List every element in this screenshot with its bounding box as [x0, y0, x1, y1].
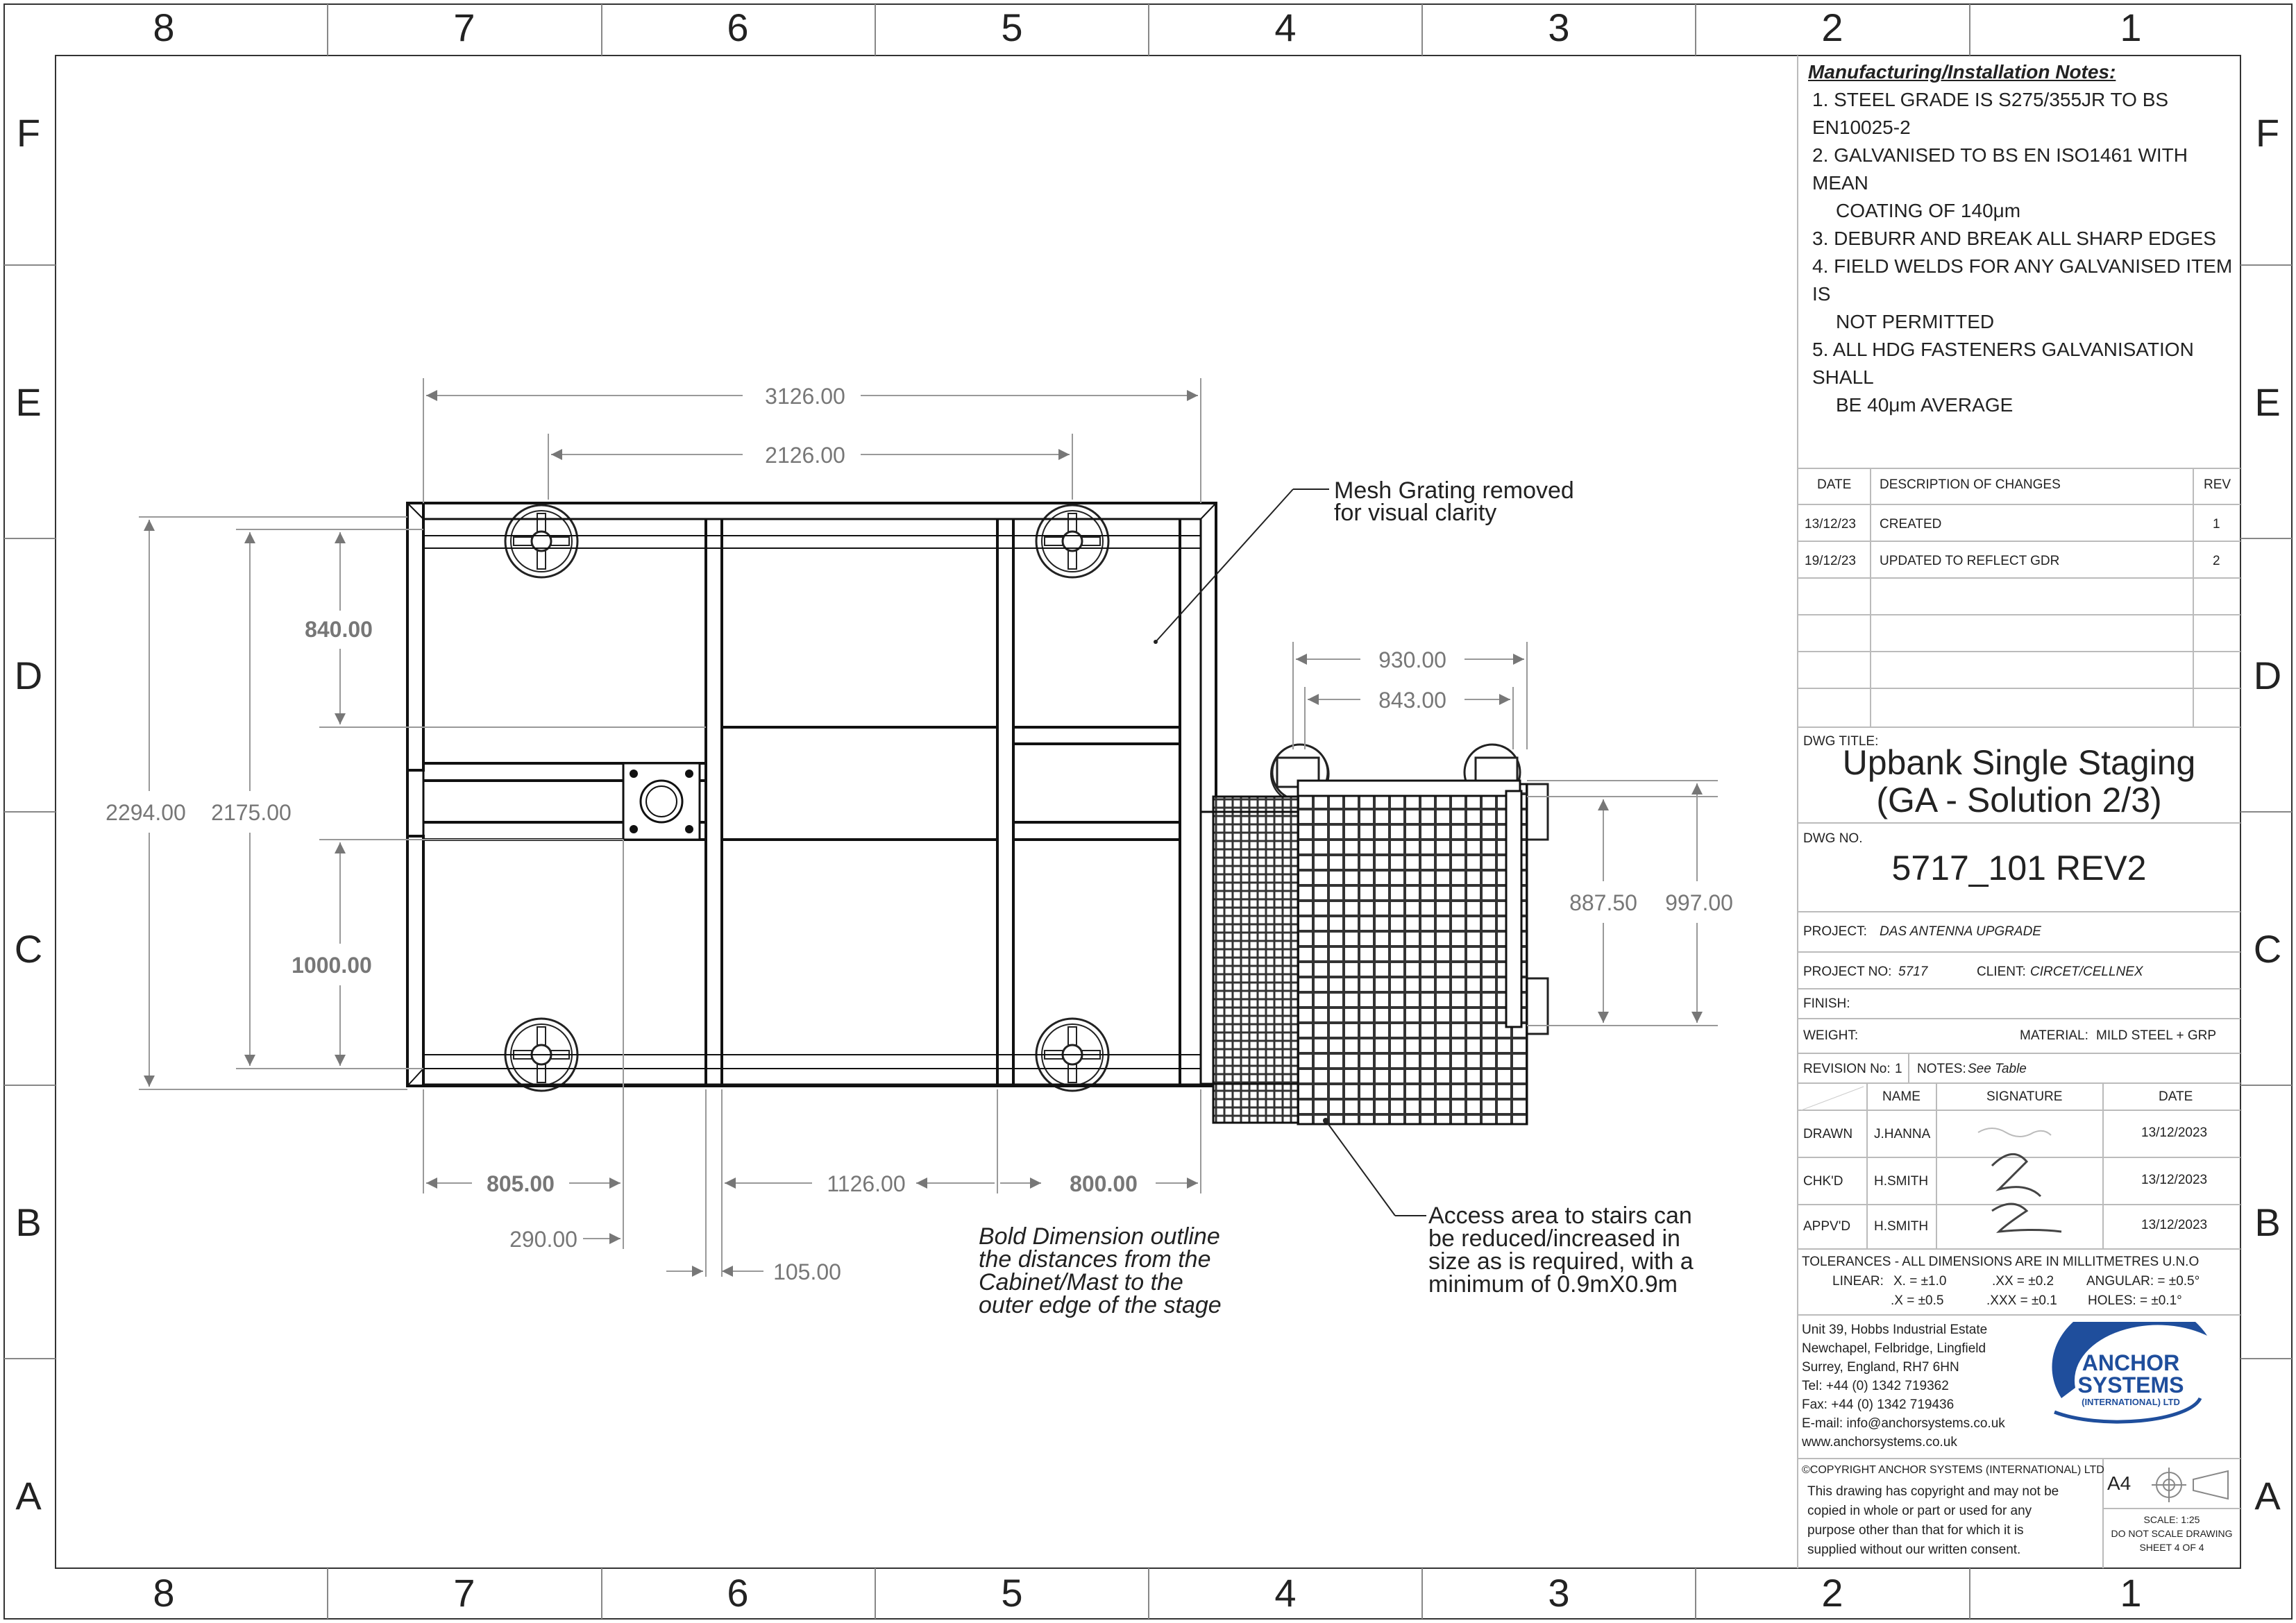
callout-bold-2: the distances from the — [979, 1246, 1211, 1273]
zone-row-c-right: C — [2253, 927, 2282, 971]
zone-row-c: C — [14, 927, 43, 971]
project-value: DAS ANTENNA UPGRADE — [1880, 924, 2041, 939]
note-line: 5. ALL HDG FASTENERS GALVANISATION SHALL — [1812, 339, 2194, 388]
zone-row-d-right: D — [2253, 654, 2282, 697]
tol-x5: .X = ±0.5 — [1891, 1293, 1944, 1308]
dim-290: 290.00 — [509, 1227, 577, 1252]
note-line: NOT PERMITTED — [1836, 311, 1995, 332]
dwg-title-line1: Upbank Single Staging — [1842, 743, 2196, 782]
sig-name: J.HANNA — [1874, 1127, 1931, 1141]
dim-2294: 2294.00 — [105, 800, 186, 825]
tol-x: X. = ±1.0 — [1893, 1274, 1947, 1289]
callout-bold-3: Cabinet/Mast to the — [979, 1269, 1183, 1295]
zone-col-3-bottom: 3 — [1548, 1571, 1570, 1615]
address-line: Newchapel, Felbridge, Lingfield — [1802, 1341, 1986, 1356]
sig-header-name: NAME — [1882, 1089, 1921, 1104]
dim-843: 843.00 — [1378, 688, 1446, 713]
dim-800: 800.00 — [1070, 1171, 1138, 1196]
tol-xx: .XX = ±0.2 — [1992, 1274, 2054, 1289]
rev-row-description: CREATED — [1880, 517, 1942, 532]
zone-col-8-bottom: 8 — [153, 1571, 175, 1615]
rev-row-rev: 1 — [2213, 517, 2220, 532]
zone-col-5: 5 — [1001, 6, 1023, 49]
copyright-text — [1807, 1482, 2059, 1560]
zone-col-2-bottom: 2 — [1821, 1571, 1843, 1615]
note-line: 2. GALVANISED TO BS EN ISO1461 WITH MEAN — [1812, 144, 2188, 194]
note-line: 1. STEEL GRADE IS S275/355JR TO BS EN10025-2 — [1812, 89, 2169, 138]
note-line: 4. FIELD WELDS FOR ANY GALVANISED ITEM IS — [1812, 255, 2233, 305]
callout-access-4: minimum of 0.9mX0.9m — [1428, 1271, 1678, 1298]
zone-col-1-bottom: 1 — [2120, 1571, 2142, 1615]
address-line: Surrey, England, RH7 6HN — [1802, 1360, 1959, 1375]
dim-2126: 2126.00 — [765, 443, 845, 468]
note-line: COATING OF 140μm — [1836, 200, 2021, 221]
address-line: Unit 39, Hobbs Industrial Estate — [1802, 1323, 1988, 1337]
weight-label: WEIGHT: — [1803, 1028, 1859, 1043]
callout-bold-4: outer edge of the stage — [979, 1292, 1222, 1318]
sig-role: APPV'D — [1803, 1219, 1851, 1234]
note-line: BE 40μm AVERAGE — [1836, 394, 2014, 416]
zone-col-6-bottom: 6 — [727, 1571, 749, 1615]
zone-col-2: 2 — [1821, 6, 1843, 49]
project-no-label: PROJECT NO: — [1803, 965, 1892, 979]
revision-value: 1 — [1895, 1062, 1902, 1076]
logo-text — [2054, 1352, 2207, 1409]
dwg-no-label: DWG NO. — [1803, 831, 1863, 846]
rev-row-rev: 2 — [2213, 554, 2220, 568]
zone-row-b-right: B — [2254, 1200, 2281, 1244]
zone-col-7: 7 — [453, 6, 475, 49]
copyright-line: purpose other than that for which it is — [1807, 1523, 2024, 1538]
zone-col-5-bottom: 5 — [1001, 1571, 1023, 1615]
zone-row-a-right: A — [2254, 1474, 2281, 1518]
tol-angular: ANGULAR: = ±0.5° — [2086, 1274, 2200, 1289]
signature-drawn — [1978, 1128, 2051, 1137]
tol-linear-label: LINEAR: — [1832, 1274, 1884, 1289]
zone-row-f-right: F — [2255, 111, 2280, 155]
sig-role: DRAWN — [1803, 1127, 1853, 1141]
logo-line1: ANCHOR — [2082, 1350, 2180, 1375]
projection-symbol — [2152, 1468, 2228, 1502]
address-line: Fax: +44 (0) 1342 719436 — [1802, 1397, 1955, 1412]
signature-checked — [1992, 1154, 2041, 1196]
rev-row-date: 19/12/23 — [1805, 554, 1856, 568]
dim-2175: 2175.00 — [211, 800, 292, 825]
address-line: Tel: +44 (0) 1342 719362 — [1802, 1379, 1949, 1393]
sig-date: 13/12/2023 — [2141, 1173, 2208, 1187]
sig-date: 13/12/2023 — [2141, 1125, 2208, 1140]
client-label: CLIENT: — [1977, 965, 2026, 979]
sheet-size: A4 — [2107, 1472, 2132, 1494]
address-line: E-mail: info@anchorsystems.co.uk — [1802, 1416, 2005, 1431]
project-no-value: 5717 — [1898, 965, 1928, 979]
callout-access-3: size as is required, with a — [1428, 1248, 1694, 1275]
dim-997: 997.00 — [1665, 890, 1733, 915]
revision-label: REVISION No: — [1803, 1062, 1891, 1076]
sig-role: CHK'D — [1803, 1174, 1843, 1189]
notes-label: NOTES: — [1917, 1062, 1966, 1076]
dim-105: 105.00 — [773, 1259, 841, 1284]
copyright-line: copied in whole or part or used for any — [1807, 1504, 2032, 1518]
dwg-title-line2: (GA - Solution 2/3) — [1876, 781, 2162, 819]
zone-row-a: A — [15, 1474, 42, 1518]
project-label: PROJECT: — [1803, 924, 1867, 939]
dwg-title — [1798, 744, 2240, 819]
zone-col-4-bottom: 4 — [1274, 1571, 1297, 1615]
zone-row-f: F — [16, 111, 41, 155]
sig-date: 13/12/2023 — [2141, 1218, 2208, 1232]
callout-bold-1: Bold Dimension outline — [979, 1223, 1220, 1250]
zone-row-d: D — [14, 654, 43, 697]
copyright-title: ©COPYRIGHT ANCHOR SYSTEMS (INTERNATIONAL) LTD — [1802, 1464, 2104, 1476]
do-not-scale: DO NOT SCALE DRAWING — [2111, 1528, 2233, 1539]
material-label: MATERIAL: — [2020, 1028, 2088, 1043]
callout-access-2: be reduced/increased in — [1428, 1225, 1680, 1252]
client-value: CIRCET/CELLNEX — [2030, 965, 2143, 979]
dim-930: 930.00 — [1378, 647, 1446, 672]
sig-header-date: DATE — [2159, 1089, 2193, 1104]
company-address — [1802, 1320, 2005, 1452]
logo-line3: (INTERNATIONAL) LTD — [2082, 1397, 2180, 1407]
tol-xxx: .XXX = ±0.1 — [1986, 1293, 2057, 1308]
dim-3126: 3126.00 — [765, 384, 845, 409]
sheet-number: SHEET 4 OF 4 — [2139, 1542, 2204, 1553]
zone-col-1: 1 — [2120, 6, 2142, 49]
zone-col-8: 8 — [153, 6, 175, 49]
zone-row-e-right: E — [2254, 380, 2281, 424]
scale-info — [2103, 1513, 2240, 1554]
zone-col-7-bottom: 7 — [453, 1571, 475, 1615]
dwg-no: 5717_101 REV2 — [1891, 849, 2147, 887]
sig-name: H.SMITH — [1874, 1219, 1929, 1234]
address-line: www.anchorsystems.co.uk — [1802, 1435, 1957, 1450]
dim-887-50: 887.50 — [1569, 890, 1637, 915]
copyright-line: This drawing has copyright and may not be — [1807, 1484, 2059, 1499]
dim-840: 840.00 — [305, 617, 373, 642]
callout-mesh-2: for visual clarity — [1334, 500, 1497, 526]
rev-row-date: 13/12/23 — [1805, 517, 1856, 532]
material-value: MILD STEEL + GRP — [2096, 1028, 2216, 1043]
zone-col-6: 6 — [727, 6, 749, 49]
callout-mesh-1: Mesh Grating removed — [1334, 477, 1574, 504]
dwg-title-label: DWG TITLE: — [1803, 734, 1879, 749]
dim-1126: 1126.00 — [827, 1171, 906, 1196]
note-line: 3. DEBURR AND BREAK ALL SHARP EDGES — [1812, 228, 2216, 249]
rev-header-description: DESCRIPTION OF CHANGES — [1880, 477, 2061, 492]
rev-row-description: UPDATED TO REFLECT GDR — [1880, 554, 2060, 568]
notes-value: See Table — [1968, 1062, 2027, 1076]
zone-row-b: B — [15, 1200, 42, 1244]
zone-row-e: E — [15, 380, 42, 424]
rev-header-rev: REV — [2204, 477, 2231, 492]
rev-header-date: DATE — [1817, 477, 1852, 492]
tolerances-title: TOLERANCES - ALL DIMENSIONS ARE IN MILLITMETRES U.N.O — [1802, 1255, 2200, 1269]
copyright-line: supplied without our written consent. — [1807, 1543, 2021, 1557]
logo-line2: SYSTEMS — [2077, 1373, 2184, 1397]
sig-name: H.SMITH — [1874, 1174, 1929, 1189]
zone-col-4: 4 — [1274, 6, 1297, 49]
dim-805: 805.00 — [487, 1171, 555, 1196]
zone-col-3: 3 — [1548, 6, 1570, 49]
scale: SCALE: 1:25 — [2143, 1514, 2200, 1525]
finish-label: FINISH: — [1803, 996, 1850, 1011]
dim-1000: 1000.00 — [292, 953, 372, 978]
tol-holes: HOLES: = ±0.1° — [2088, 1293, 2182, 1308]
signature-approved — [1992, 1204, 2061, 1232]
callout-access-1: Access area to stairs can — [1428, 1203, 1692, 1229]
sig-header-signature: SIGNATURE — [1986, 1089, 2063, 1104]
notes-title: Manufacturing/Installation Notes: — [1808, 61, 2116, 83]
